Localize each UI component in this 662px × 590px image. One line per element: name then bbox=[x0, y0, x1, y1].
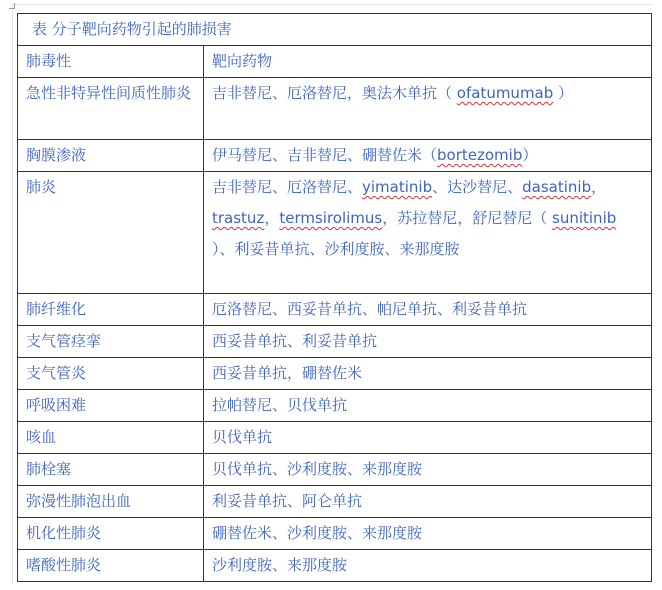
lung-toxicity-table bbox=[17, 13, 652, 582]
misspelled-word: ofatumumab bbox=[456, 84, 554, 102]
drug-text: 沙利度胺、来那度胺 bbox=[212, 556, 348, 574]
drug-text: ， bbox=[264, 209, 280, 227]
drug-text: 吉非替尼、厄洛替尼，奥法木单抗（ bbox=[212, 84, 457, 102]
misspelled-word: trastuz bbox=[212, 209, 265, 227]
page-margin-left bbox=[12, 4, 13, 584]
drugs-cell bbox=[204, 486, 652, 518]
table-row bbox=[18, 518, 652, 550]
drug-text: 西妥昔单抗、利妥昔单抗 bbox=[212, 332, 378, 350]
table-row bbox=[18, 294, 652, 326]
drug-text: 西妥昔单抗，硼替佐米 bbox=[212, 364, 363, 382]
drugs-cell bbox=[204, 358, 652, 390]
table-row bbox=[18, 78, 652, 140]
toxicity-cell: 咳血 bbox=[18, 422, 204, 454]
drugs-cell bbox=[204, 390, 652, 422]
drug-text: ） bbox=[522, 146, 538, 164]
drug-text: ， bbox=[591, 178, 607, 196]
misspelled-word: termsirolimus bbox=[279, 209, 383, 227]
table-row bbox=[18, 486, 652, 518]
page-corner-mark bbox=[9, 3, 15, 9]
table-title: 表 分子靶向药物引起的肺损害 bbox=[18, 14, 652, 46]
misspelled-word: dasatinib bbox=[522, 178, 592, 196]
drug-text: 、达沙替尼、 bbox=[432, 178, 523, 196]
table-title-row bbox=[18, 14, 652, 46]
toxicity-cell: 急性非特异性间质性肺炎 bbox=[18, 78, 204, 140]
toxicity-cell: 肺栓塞 bbox=[18, 454, 204, 486]
drugs-cell bbox=[204, 518, 652, 550]
drugs-cell bbox=[204, 172, 652, 294]
toxicity-cell: 呼吸困难 bbox=[18, 390, 204, 422]
toxicity-cell: 支气管炎 bbox=[18, 358, 204, 390]
drug-text: ，苏拉替尼，舒尼替尼（ bbox=[382, 209, 553, 227]
drug-text: 厄洛替尼、西妥昔单抗、帕尼单抗、利妥昔单抗 bbox=[212, 300, 528, 318]
table-row bbox=[18, 140, 652, 172]
table-row bbox=[18, 454, 652, 486]
drug-text: ） bbox=[553, 84, 574, 102]
table-row bbox=[18, 422, 652, 454]
toxicity-cell: 弥漫性肺泡出血 bbox=[18, 486, 204, 518]
drug-text: 拉帕替尼、贝伐单抗 bbox=[212, 396, 348, 414]
header-toxicity: 肺毒性 bbox=[18, 46, 204, 78]
drugs-cell bbox=[204, 78, 652, 140]
drug-text: 贝伐单抗 bbox=[212, 428, 273, 446]
header-drugs: 靶向药物 bbox=[204, 46, 652, 78]
table-row bbox=[18, 358, 652, 390]
drug-text: 贝伐单抗、沙利度胺、来那度胺 bbox=[212, 460, 423, 478]
drugs-cell bbox=[204, 326, 652, 358]
misspelled-word: bortezomib bbox=[437, 146, 523, 164]
table-header-row bbox=[18, 46, 652, 78]
drug-text: 伊马替尼、吉非替尼、硼替佐米（ bbox=[212, 146, 438, 164]
drug-text: 硼替佐米、沙利度胺、来那度胺 bbox=[212, 524, 423, 542]
toxicity-cell: 肺炎 bbox=[18, 172, 204, 294]
table-row bbox=[18, 390, 652, 422]
drugs-cell bbox=[204, 140, 652, 172]
toxicity-cell: 支气管痉挛 bbox=[18, 326, 204, 358]
toxicity-cell: 机化性肺炎 bbox=[18, 518, 204, 550]
drug-text: 利妥昔单抗、阿仑单抗 bbox=[212, 492, 363, 510]
drugs-cell bbox=[204, 454, 652, 486]
drug-text: 吉非替尼、厄洛替尼、 bbox=[212, 178, 363, 196]
table-row bbox=[18, 550, 652, 582]
misspelled-word: sunitinib bbox=[552, 209, 617, 227]
table-row bbox=[18, 326, 652, 358]
drugs-cell bbox=[204, 550, 652, 582]
drug-text: ）、利妥昔单抗、沙利度胺、来那度胺 bbox=[212, 240, 460, 258]
drugs-cell bbox=[204, 294, 652, 326]
toxicity-cell: 胸膜渗液 bbox=[18, 140, 204, 172]
toxicity-cell: 嗜酸性肺炎 bbox=[18, 550, 204, 582]
misspelled-word: yimatinib bbox=[362, 178, 433, 196]
page-margin-top bbox=[12, 4, 652, 5]
table-row bbox=[18, 172, 652, 294]
toxicity-cell: 肺纤维化 bbox=[18, 294, 204, 326]
drugs-cell bbox=[204, 422, 652, 454]
